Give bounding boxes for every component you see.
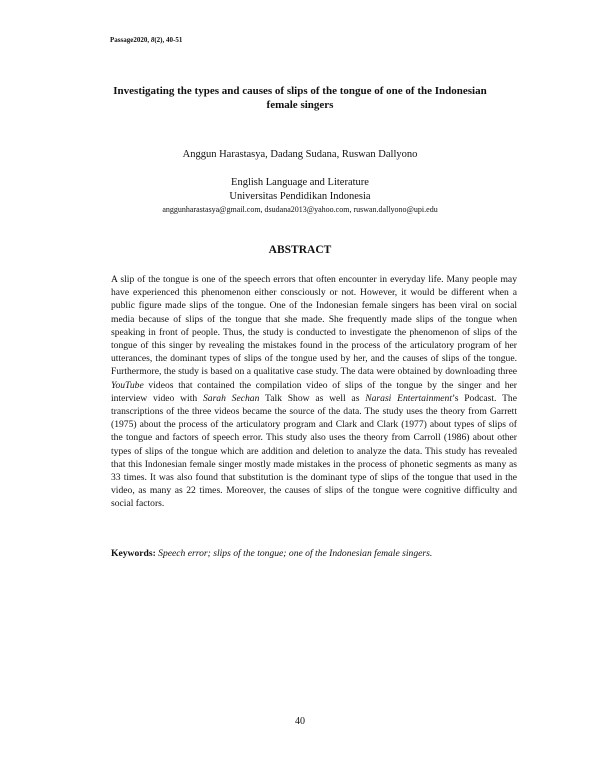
affiliation-university: Universitas Pendidikan Indonesia — [229, 191, 371, 202]
journal-header — [110, 36, 182, 44]
abstract-body — [111, 273, 517, 511]
keywords-text: Speech error; slips of the tongue; one of the Indonesian female singers. — [155, 548, 433, 559]
abstract-sarah-sechan: Sarah Sechan — [202, 392, 260, 404]
keywords — [111, 548, 517, 559]
journal-issue-pages: (2), 40-51 — [154, 36, 183, 44]
abstract-text-4: ’s Podcast. The transcriptions of the three videos became the source of the data. The study uses the theory from Garrett (1975) about the process of the articulatory program and Clark and Clark (1977) about types of slips of the tongue and factors of speech error. This study also uses the theory from Carroll (1986) about other types of slips of the tongue which are addition and deletion to analyze the data. This study has revealed that this Indonesian female singer mostly made mistakes in the process of phonetic segments as many as 33 times. It was also found that substitution is the dominant type of slips of the tongue that used in the video, as many as 22 times. Moreover, the causes of slips of the tongue were cognitive difficulty and social factors. — [111, 392, 517, 510]
affiliation-department: English Language and Literature — [231, 177, 369, 188]
keywords-label: Keywords: — [111, 548, 156, 559]
journal-volume: 8 — [150, 36, 155, 44]
abstract-youtube: YouTube — [111, 379, 144, 391]
author-list: Anggun Harastasya, Dadang Sudana, Ruswan Dallyono — [182, 149, 418, 160]
abstract-text-3: Talk Show as well as — [259, 392, 366, 404]
paper-title: Investigating the types and causes of slips of the tongue of one of the Indonesian female singers — [113, 85, 487, 111]
abstract-narasi: Narasi Entertainment — [365, 392, 453, 404]
journal-name: Passage2020, — [110, 36, 151, 44]
page-number: 40 — [295, 716, 305, 727]
abstract-text-2: videos that contained the compilation video of slips of the tongue by the singer and her interview video with — [111, 379, 517, 404]
abstract-heading: ABSTRACT — [268, 244, 332, 256]
author-emails: anggunharastasya@gmail.com, dsudana2013@yahoo.com, ruswan.dallyono@upi.edu — [162, 205, 438, 214]
abstract-text-1: A slip of the tongue is one of the speech errors that often encounter in everyday life. Many people may have experienced this phenomenon either consciously or not. However, it would be different when a public figure made slips of the tongue. One of the Indonesian female singers has been viral on social media because of slips of the tongue that she made. She frequently made slips of the tongue when speaking in front of people. Thus, the study is conducted to investigate the phenomenon of slips of the tongue of this singer by revealing the mistakes found in the process of the articulatory program of her utterances, the dominant types of slips of the tongue used by her, and the causes of slips of the tongue. Furthermore, the study is based on a qualitative case study. The data were obtained by downloading three — [111, 274, 517, 378]
